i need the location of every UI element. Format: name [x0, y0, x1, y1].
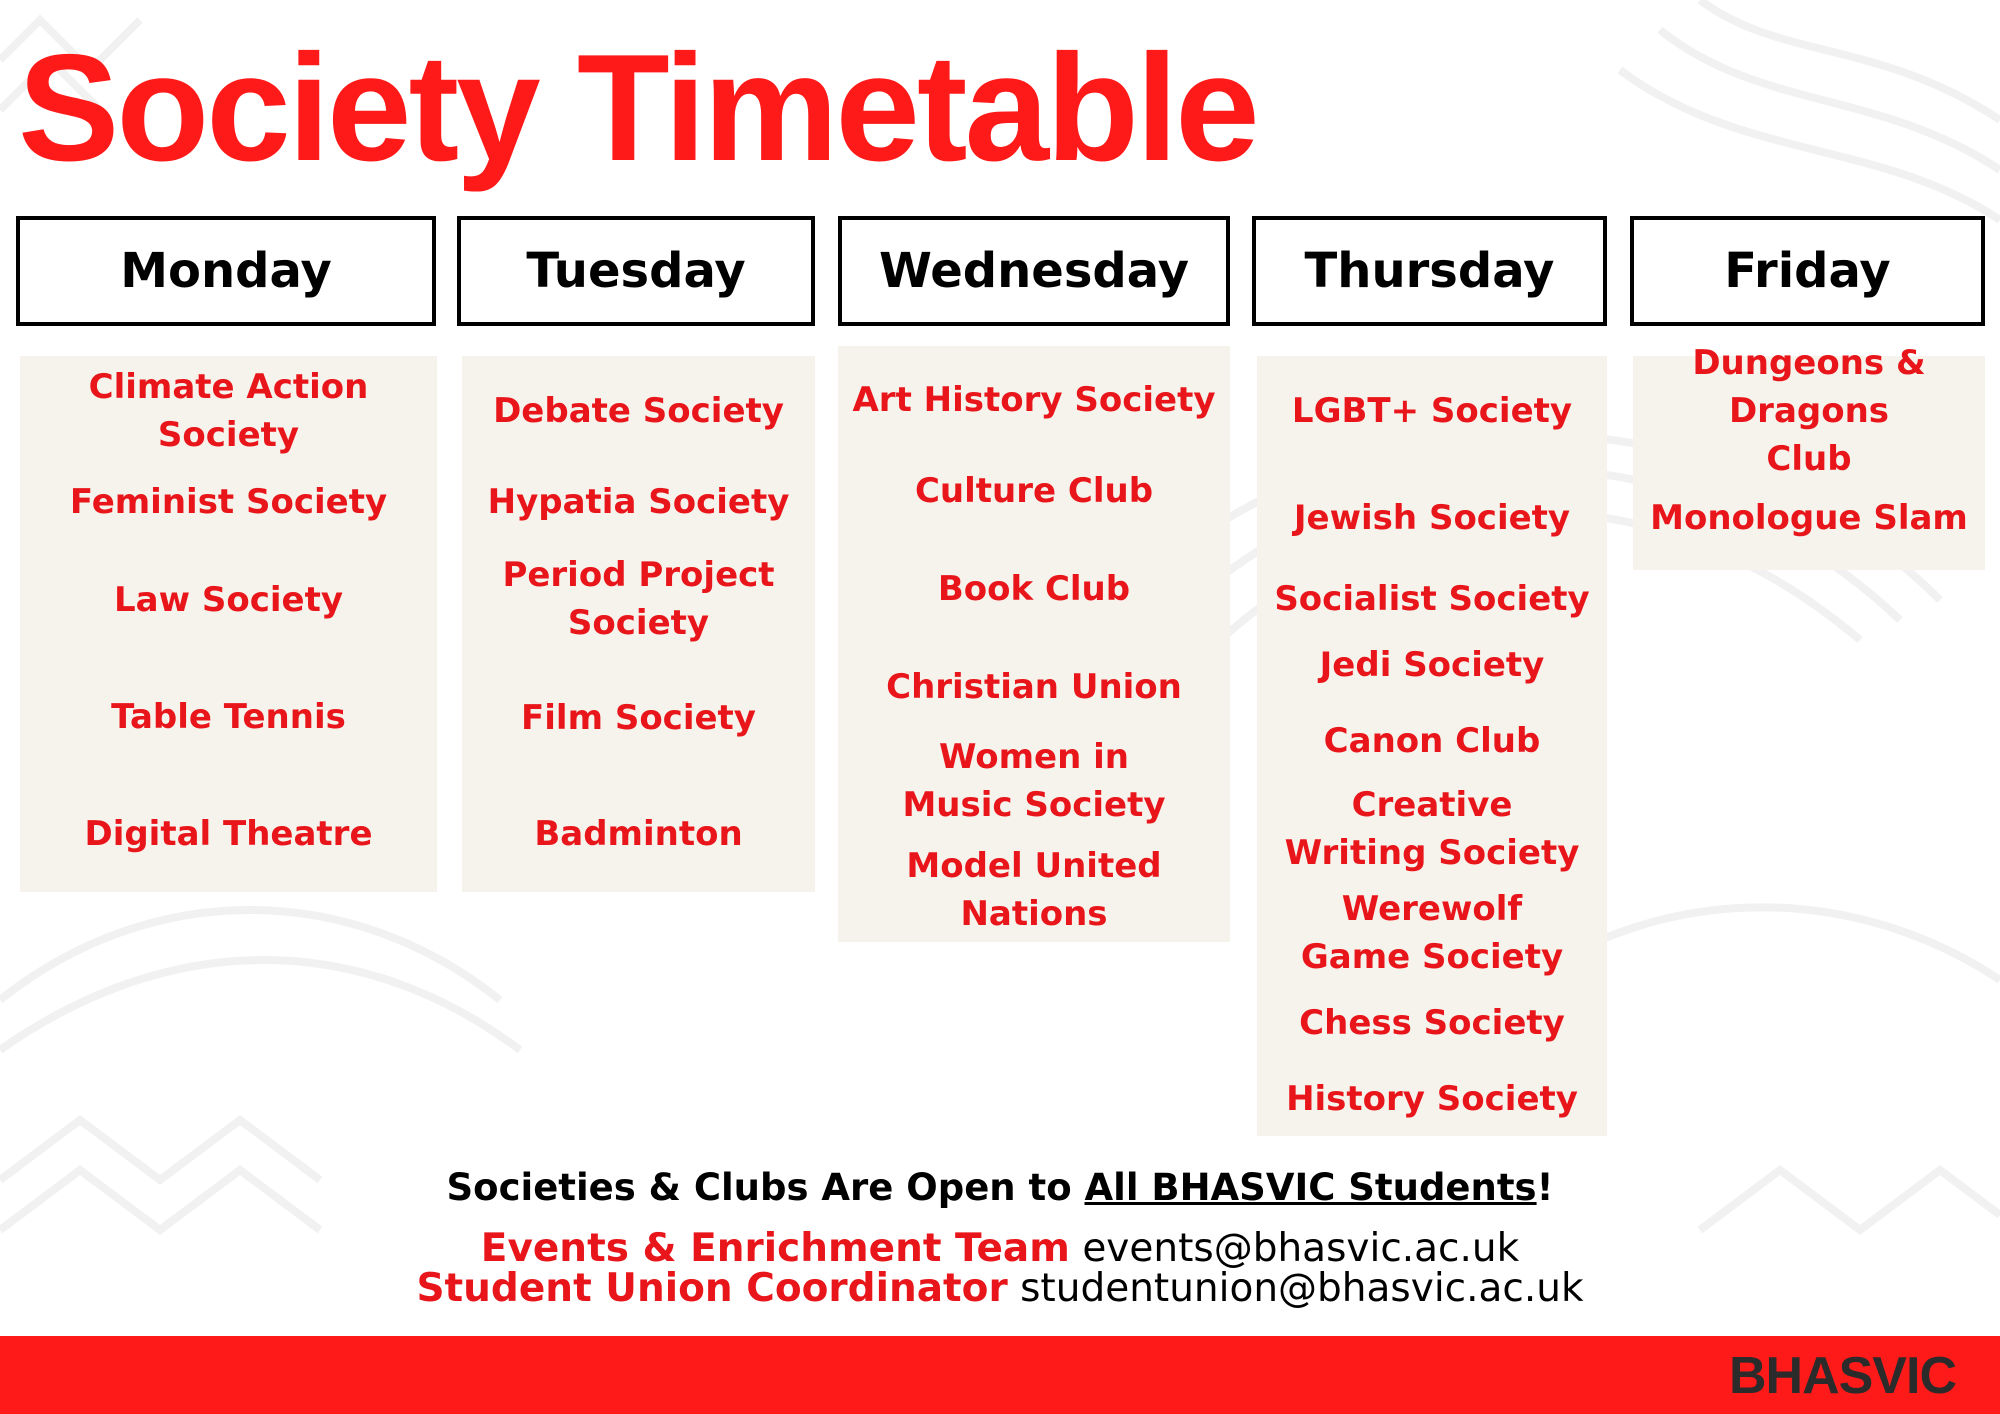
- open-notice-highlight: All BHASVIC Students: [1084, 1166, 1537, 1209]
- society-item: Debate Society: [493, 391, 784, 431]
- society-item: Art History Society: [852, 380, 1216, 420]
- society-item: Hypatia Society: [487, 482, 790, 522]
- society-item: Chess Society: [1299, 1003, 1565, 1043]
- monday-column: [20, 356, 437, 892]
- society-item: Werewolf Game Society: [1300, 889, 1564, 977]
- contact-email[interactable]: studentunion@bhasvic.ac.uk: [1020, 1266, 1584, 1311]
- day-header-thursday: Thursday: [1252, 216, 1607, 326]
- society-item: Culture Club: [914, 471, 1154, 511]
- thursday-column: [1257, 356, 1607, 1136]
- contact-role: Events & Enrichment Team: [480, 1226, 1070, 1271]
- society-item: Digital Theatre: [84, 814, 373, 854]
- friday-column: [1633, 343, 1985, 570]
- society-item: Dungeons & Dragons Club: [1692, 343, 1926, 479]
- society-item: Women in Music Society: [902, 737, 1166, 825]
- society-item: Book Club: [937, 569, 1131, 609]
- day-header-wednesday: Wednesday: [838, 216, 1230, 326]
- society-item: Jedi Society: [1319, 645, 1545, 685]
- brand-logo: BHASVIC: [1728, 1347, 1956, 1405]
- footer-red-bar: [0, 1336, 2000, 1414]
- open-to-all-notice: [0, 1166, 2000, 1209]
- open-notice-prefix: Societies & Clubs Are Open to: [446, 1166, 1085, 1209]
- society-item: Feminist Society: [69, 482, 388, 522]
- society-item: Model United Nations: [906, 846, 1162, 934]
- society-item: Socialist Society: [1274, 579, 1590, 619]
- society-item: LGBT+ Society: [1291, 391, 1573, 431]
- society-item: Monologue Slam: [1650, 498, 1968, 538]
- contact-student-union: [0, 1266, 2000, 1312]
- society-item: Table Tennis: [111, 697, 346, 737]
- day-header-monday: Monday: [16, 216, 436, 326]
- contact-role: Student Union Coordinator: [416, 1266, 1008, 1311]
- wednesday-column: [838, 346, 1230, 942]
- society-item: Law Society: [114, 580, 343, 620]
- society-item: Christian Union: [886, 667, 1182, 707]
- society-item: Jewish Society: [1293, 498, 1571, 538]
- society-item: Film Society: [521, 698, 756, 738]
- society-item: Badminton: [534, 814, 743, 854]
- contact-email[interactable]: events@bhasvic.ac.uk: [1082, 1226, 1520, 1271]
- tuesday-column: [462, 356, 815, 892]
- day-header-tuesday: Tuesday: [457, 216, 815, 326]
- society-item: History Society: [1286, 1079, 1578, 1119]
- society-item: Creative Writing Society: [1284, 785, 1580, 873]
- society-item: Climate Action Society: [88, 367, 369, 455]
- day-header-friday: Friday: [1630, 216, 1985, 326]
- page-title: Society Timetable: [18, 23, 1257, 193]
- society-item: Canon Club: [1323, 721, 1541, 761]
- society-item: Period Project Society: [502, 555, 775, 643]
- open-notice-suffix: !: [1536, 1166, 1554, 1209]
